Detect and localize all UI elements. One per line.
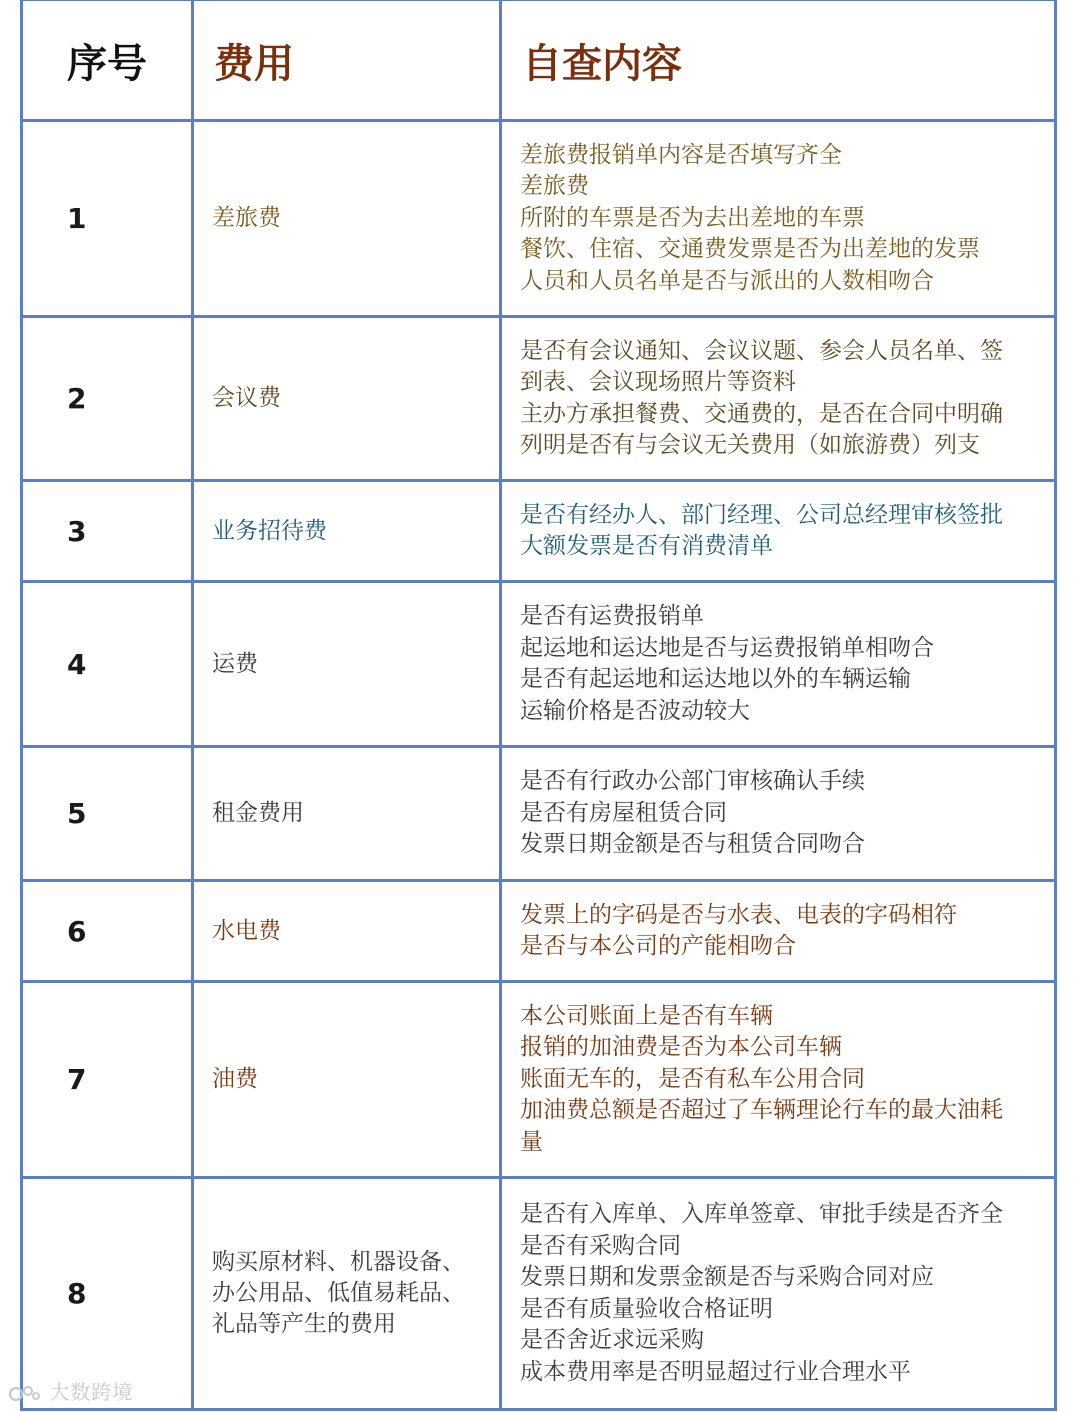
- check-item: 是否有入库单、入库单签章、审批手续是否齐全: [520, 1201, 1003, 1227]
- row-number: 7: [22, 982, 193, 1178]
- row-number: 1: [22, 121, 193, 317]
- check-item: 账面无车的，是否有私车公用合同: [520, 1065, 865, 1092]
- check-item: 报销的加油费是否为本公司车辆: [520, 1034, 842, 1061]
- table-body: [22, 121, 1056, 1410]
- row-fee: 油费: [193, 982, 501, 1178]
- brand-logo-icon: [8, 1384, 42, 1404]
- row-number: 5: [22, 747, 193, 881]
- row-checks: [501, 317, 1056, 481]
- check-item: 发票日期金额是否与租赁合同吻合: [520, 831, 865, 858]
- check-item: 列明是否有与会议无关费用（如旅游费）列支: [520, 432, 980, 458]
- row-checks: [501, 1178, 1056, 1410]
- check-item: 是否有房屋租赁合同: [520, 799, 727, 826]
- row-checks: [501, 121, 1056, 317]
- table-row: [22, 881, 1056, 982]
- row-fee: 会议费: [193, 317, 501, 481]
- row-number: 6: [22, 881, 193, 982]
- header-fee: 费用: [193, 0, 501, 121]
- check-item: 差旅费报销单内容是否填写齐全: [520, 141, 842, 168]
- check-item: 差旅费: [520, 173, 589, 200]
- table-row: [22, 481, 1056, 582]
- row-fee: 购买原材料、机器设备、办公用品、低值易耗品、礼品等产生的费用: [193, 1178, 501, 1410]
- check-item: 大额发票是否有消费清单: [520, 533, 773, 559]
- check-item: 是否有经办人、部门经理、公司总经理审核签批: [520, 501, 1003, 528]
- table-row: [22, 582, 1056, 747]
- row-fee: 业务招待费: [193, 481, 501, 582]
- check-item: 是否舍近求远采购: [520, 1327, 704, 1353]
- expense-self-check-table: [20, 0, 1057, 1411]
- check-item: 量: [520, 1128, 543, 1155]
- row-checks: [501, 982, 1056, 1178]
- check-item: 餐饮、住宿、交通费发票是否为出差地的发票: [520, 236, 980, 263]
- watermark-text: 大数跨境: [49, 1380, 134, 1404]
- row-fee: 运费: [193, 582, 501, 747]
- row-number: 3: [22, 481, 193, 582]
- row-number: 4: [22, 582, 193, 747]
- check-item: 发票日期和发票金额是否与采购合同对应: [520, 1264, 934, 1290]
- row-number: 2: [22, 317, 193, 481]
- check-item: 是否有质量验收合格证明: [520, 1295, 773, 1322]
- check-item: 成本费用率是否明显超过行业合理水平: [520, 1358, 911, 1385]
- row-fee: 水电费: [193, 881, 501, 982]
- table-header-row: [22, 0, 1056, 121]
- row-fee: 租金费用: [193, 747, 501, 881]
- check-item: 到表、会议现场照片等资料: [520, 369, 796, 395]
- check-item: 起运地和运达地是否与运费报销单相吻合: [520, 634, 934, 661]
- table-row: [22, 1178, 1056, 1410]
- row-checks: [501, 881, 1056, 982]
- table-row: [22, 121, 1056, 317]
- header-number: 序号: [22, 0, 193, 121]
- check-item: 是否有行政办公部门审核确认手续: [520, 768, 865, 795]
- check-item: 主办方承担餐费、交通费的，是否在合同中明确: [520, 400, 1003, 427]
- check-item: 是否有运费报销单: [520, 603, 704, 629]
- table-row: [22, 317, 1056, 481]
- check-item: 加油费总额是否超过了车辆理论行车的最大油耗: [520, 1097, 1003, 1124]
- watermark: [8, 1376, 133, 1405]
- row-fee: 差旅费: [193, 121, 501, 317]
- row-checks: [501, 747, 1056, 881]
- row-number: 8: [22, 1178, 193, 1410]
- row-checks: [501, 481, 1056, 582]
- check-item: 所附的车票是否为去出差地的车票: [520, 204, 865, 231]
- table-row: [22, 982, 1056, 1178]
- check-item: 是否与本公司的产能相吻合: [520, 933, 796, 959]
- check-item: 是否有采购合同: [520, 1232, 681, 1259]
- row-checks: [501, 582, 1056, 747]
- header-check: 自查内容: [501, 0, 1056, 121]
- check-item: 是否有起运地和运达地以外的车辆运输: [520, 666, 911, 692]
- check-item: 运输价格是否波动较大: [520, 697, 750, 724]
- check-item: 是否有会议通知、会议议题、参会人员名单、签: [520, 337, 1003, 364]
- check-item: 发票上的字码是否与水表、电表的字码相符: [520, 901, 957, 928]
- check-item: 本公司账面上是否有车辆: [520, 1002, 773, 1029]
- check-item: 人员和人员名单是否与派出的人数相吻合: [520, 267, 934, 294]
- table-row: [22, 747, 1056, 881]
